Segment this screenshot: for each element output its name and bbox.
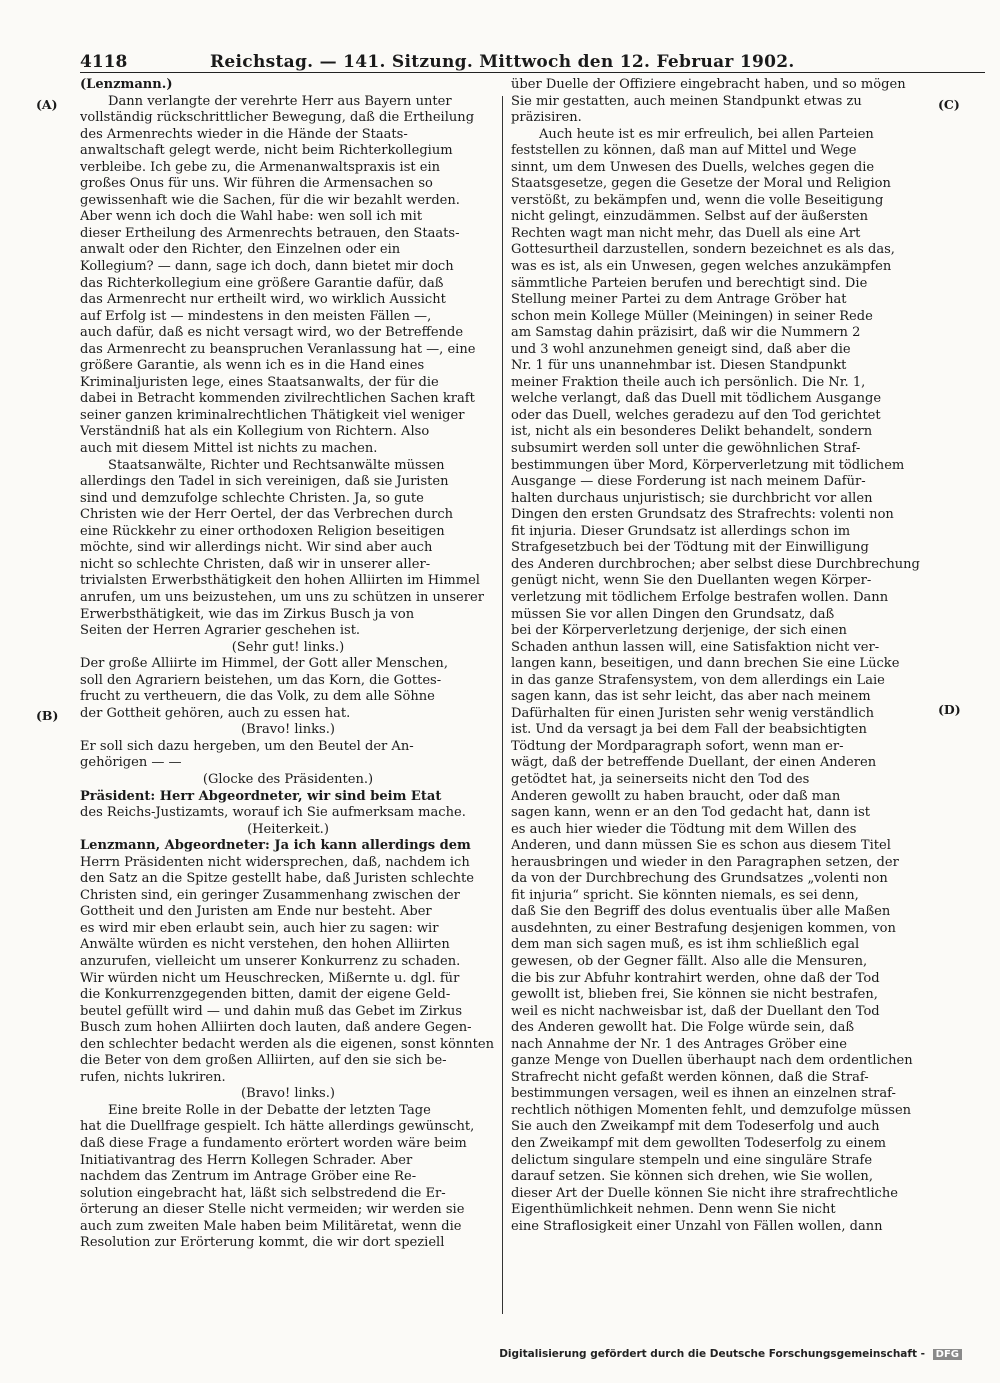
text-line: Anderen gewollt zu haben braucht, oder daß man [511,788,841,804]
text-line: Schaden anthun lassen will, eine Satisfaktion nicht ver- [511,639,880,655]
text-line: dabei in Betracht kommenden zivilrechtlichen Sachen kraft [80,391,475,407]
text-line: ganze Menge von Duellen überhaupt nach dem ordentlichen [511,1053,913,1069]
page-number: 4118 [80,52,128,72]
text-line: Rechten wagt man nicht mehr, das Duell als eine Art [511,225,861,241]
text-line: (Bravo! links.) [241,722,335,738]
text-line: das Richterkollegium eine größere Garantie dafür, daß [80,275,444,291]
column-divider [502,96,503,1314]
text-line: soll den Agrariern beistehen, um das Korn, die Gottes- [80,672,442,688]
text-line: des Anderen gewollt hat. Die Folge würde sein, daß [511,1020,855,1036]
text-line: präzisiren. [511,110,582,126]
text-line: die bis zur Abfuhr kontrahirt werden, ohne daß der Tod [511,970,880,986]
text-line: Strafrecht nicht gefaßt werden können, daß die Straf- [511,1069,869,1085]
text-line: anrufen, um uns beizustehen, um uns zu schützen in unserer [80,589,484,605]
text-line: Kriminaljuristen lege, eines Staatsanwalts, der für die [80,374,439,390]
text-line: Gottheit und den Juristen am Ende nur besteht. Aber [80,904,432,920]
text-line: rufen, nichts lukriren. [80,1069,226,1085]
text-line: verletzung mit tödlichem Erfolge bestrafen wollen. Dann [511,589,889,605]
text-line: des Reichs-Justizamts, worauf ich Sie aufmerksam mache. [80,805,466,821]
text-line: bei der Körperverletzung derjenige, der sich einen [511,623,847,639]
text-line: (Sehr gut! links.) [231,639,345,655]
text-line: müssen Sie vor allen Dingen den Grundsatz, daß [511,606,835,622]
text-line: das Armenrecht zu beanspruchen Veranlassung hat —, eine [80,341,476,357]
dfg-logo: DFG [933,1349,962,1360]
text-line: anwaltschaft gelegt werde, nicht beim Richterkollegium [80,143,453,159]
text-line: daß Sie den Begriff des dolus eventualis über alle Maßen [511,904,891,920]
text-line: möchte, sind wir allerdings nicht. Wir sind aber auch [80,540,433,556]
text-line: Eine breite Rolle in der Debatte der letzten Tage [108,1102,431,1118]
margin-marker-c: (C) [938,97,960,112]
header-rule [80,72,985,73]
text-line: Gottesurtheil darzustellen, sondern bezeichnet es als das, [511,242,895,258]
text-line: Herrn Präsidenten nicht widersprechen, daß, nachdem ich [80,854,470,870]
text-line: dieser Ertheilung des Armenrechts betrauen, den Staats- [80,225,460,241]
text-line: Resolution zur Erörterung kommt, die wir dort speziell [80,1235,445,1251]
text-line: Kollegium? — dann, sage ich doch, dann bietet mir doch [80,259,454,275]
text-line: allerdings den Tadel in sich vereinigen, daß sie Juristen [80,474,449,490]
text-line: örterung an dieser Stelle nicht vermeiden; wir werden sie [80,1202,465,1218]
text-line: sind und demzufolge schlechte Christen. Ja, so gute [80,490,424,506]
text-line: vollständig rückschrittlicher Bewegung, daß die Ertheilung [80,110,475,126]
text-line: sämmtliche Parteien berufen und berechtigt sind. Die [511,275,868,291]
text-line: Tödtung der Mordparagraph sofort, wenn man er- [511,738,844,754]
text-line: ausdehnten, zu einer Bestrafung desjenigen kommen, von [511,920,896,936]
text-line: halten durchaus unjuristisch; sie durchbricht vor allen [511,490,873,506]
text-line: auf Erfolg ist — mindestens in den meisten Fällen —, [80,308,432,324]
text-line: subsumirt werden soll unter die gewöhnlichen Straf- [511,441,861,457]
text-line: größere Garantie, als wenn ich es in die Hand eines [80,358,425,374]
text-line: Strafgesetzbuch bei der Tödtung mit der Einwilligung [511,540,869,556]
text-line: feststellen zu können, daß man auf Mittel und Wege [511,143,857,159]
text-line: Busch zum hohen Alliirten doch lauten, daß andere Gegen- [80,1020,472,1036]
text-line: schon mein Kollege Müller (Meiningen) in seiner Rede [511,308,873,324]
text-line: nicht gelingt, einzudämmen. Selbst auf der äußersten [511,209,869,225]
text-line: Präsident: Herr Abgeordneter, wir sind beim Etat [80,788,442,804]
margin-marker-a: (A) [36,97,58,112]
margin-marker-d: (D) [938,702,961,717]
text-line: Ausgange — diese Forderung ist nach meinem Dafür- [511,474,866,490]
text-line: Sie auch den Zweikampf mit dem Todeserfolg und auch [511,1119,880,1135]
text-line: verstößt, zu bekämpfen und, wenn die volle Beseitigung [511,192,884,208]
text-line: am Samstag dahin präzisirt, daß wir die Nummern 2 [511,325,861,341]
text-line: delictum singulare stempeln und eine singuläre Strafe [511,1152,873,1168]
text-line: wägt, daß der betreffende Duellant, der einen Anderen [511,755,877,771]
text-line: Eigenthümlichkeit nehmen. Denn wenn Sie nicht [511,1202,836,1218]
text-line: gehörigen — — [80,755,182,771]
text-line: dieser Art der Duelle können Sie nicht ihre strafrechtliche [511,1185,898,1201]
text-line: Anwälte würden es nicht verstehen, den hohen Alliirten [80,937,450,953]
text-line: es auch hier wieder die Tödtung mit dem Willen des [511,821,857,837]
text-line: seiner ganzen kriminalrechtlichen Thätigkeit viel weniger [80,407,465,423]
text-line: Seiten der Herren Agrarier geschehen ist. [80,623,361,639]
text-line: gewollt ist, blieben frei, Sie können sie nicht bestrafen, [511,987,878,1003]
text-line: verbleibe. Ich gebe zu, die Armenanwaltspraxis ist ein [80,159,441,175]
text-line: das Armenrecht nur ertheilt wird, wo wirklich Aussicht [80,292,446,308]
text-line: auch dafür, daß es nicht versagt wird, wo der Betreffende [80,325,464,341]
text-line: (Bravo! links.) [241,1086,335,1102]
text-line: Erwerbsthätigkeit, wie das im Zirkus Busch ja von [80,606,415,622]
text-line: den schlechter bedacht werden als die eigenen, sonst könnten [80,1036,494,1052]
text-line: trivialsten Erwerbsthätigkeit den hohen Alliirten im Himmel [80,573,480,589]
text-line: den Zweikampf mit dem gewollten Todeserfolg zu einem [511,1136,887,1151]
text-line: die Konkurrenzgegenden bitten, damit der eigene Geld- [80,987,451,1003]
text-line: Lenzmann, Abgeordneter: Ja ich kann allerdings dem [80,838,471,854]
text-line: des Armenrechts wieder in die Hände der Staats- [80,126,408,142]
text-line: die Beter von dem großen Alliirten, auf den sie sich be- [80,1053,447,1069]
text-line: getödtet hat, ja seinerseits nicht den Tod des [511,771,810,787]
text-line: gewesen, ob der Gegner fällt. Also alle die Mensuren, [511,953,868,969]
text-line: dem man sich sagen muß, es ist ihm schließlich egal [511,937,860,953]
text-line: fit injuria. Dieser Grundsatz ist allerdings schon im [511,523,851,539]
text-line: sinnt, um dem Unwesen des Duells, welches gegen die [511,159,875,175]
text-line: ist. Und da versagt ja bei dem Fall der beabsichtigten [511,722,867,738]
text-line: weil es nicht nachweisbar ist, daß der Duellant den Tod [511,1003,880,1019]
text-line: welche verlangt, daß das Duell mit tödlichem Ausgange [511,391,882,407]
text-line: nachdem das Zentrum im Antrage Gröber eine Re- [80,1169,417,1185]
text-line: nicht so schlechte Christen, daß wir in unserer aller- [80,556,431,572]
text-line: in das ganze Strafensystem, von dem allerdings ein Laie [511,672,885,688]
text-line: genügt nicht, wenn Sie den Duellanten wegen Körper- [511,573,872,589]
text-line: Wir würden nicht um Heuschrecken, Mißernte u. dgl. für [80,970,460,986]
text-line: es wird mir eben erlaubt sein, auch hier zu sagen: wir [80,920,439,936]
text-line: darauf setzen. Sie können sich drehen, wie Sie wollen, [511,1169,873,1185]
text-line: (Glocke des Präsidenten.) [202,771,374,787]
text-line: Stellung meiner Partei zu dem Antrage Gröber hat [511,292,847,308]
text-line: frucht zu vertheuern, die das Volk, zu dem alle Söhne [80,689,435,705]
text-line: anwalt oder den Richter, den Einzelnen oder ein [80,242,401,258]
text-line: Dingen den ersten Grundsatz des Strafrechts: volenti non [511,507,894,523]
text-line: über Duelle der Offiziere eingebracht haben, und so mögen [511,77,906,92]
text-line: sagen kann, das ist sehr leicht, das aber nach meinem [511,689,871,705]
text-line: oder das Duell, welches geradezu auf den Tod gerichtet [511,407,881,423]
text-line: Verständniß hat als ein Kollegium von Richtern. Also [80,424,430,440]
text-line: auch zum zweiten Male haben beim Militäretat, wenn die [80,1218,462,1234]
text-line: und 3 wohl anzunehmen geneigt sind, daß aber die [511,341,851,357]
text-line: rechtlich nöthigen Momenten fehlt, und demzufolge müssen [511,1102,912,1118]
text-line: beutel gefüllt wird — und dahin muß das Gebet im Zirkus [80,1003,463,1019]
footer-credit [499,1348,962,1360]
text-line: Dafürhalten für einen Juristen sehr wenig verständlich [511,705,875,721]
text-line: Nr. 1 für uns unannehmbar ist. Diesen Standpunkt [511,358,847,374]
text-line: den Satz an die Spitze gestellt habe, daß Juristen schlechte [80,871,475,887]
text-line: ist, nicht als ein besonderes Delikt behandelt, sondern [511,424,873,440]
text-line: Sie mir gestatten, auch meinen Standpunkt etwas zu [511,93,862,109]
text-line: solution eingebracht hat, läßt sich selbstredend die Er- [80,1185,446,1201]
text-line: Er soll sich dazu hergeben, um den Beutel der An- [80,738,414,754]
running-title: Reichstag. — 141. Sitzung. Mittwoch den 12. Februar 1902. [210,52,795,72]
text-line: bestimmungen über Mord, Körperverletzung mit tödlichem [511,457,905,473]
text-line: Initiativantrag des Herrn Kollegen Schrader. Aber [80,1152,413,1168]
text-line: Anderen, und dann müssen Sie es schon aus diesem Titel [511,838,891,854]
left-text-column [80,77,496,1252]
text-line: Auch heute ist es mir erfreulich, bei allen Parteien [539,126,874,142]
text-line: eine Straflosigkeit einer Unzahl von Fällen wollen, dann [511,1218,883,1234]
text-line: nach Annahme der Nr. 1 des Antrages Gröber eine [511,1036,848,1052]
text-line: Staatsanwälte, Richter und Rechtsanwälte müssen [108,457,445,473]
right-text-column [511,77,927,1235]
text-line: anzurufen, vielleicht um unserer Konkurrenz zu schaden. [80,953,461,969]
margin-marker-b: (B) [36,708,59,723]
text-line: langen kann, beseitigen, und dann brechen Sie eine Lücke [511,656,900,672]
text-line: Aber wenn ich doch die Wahl habe: wen soll ich mit [80,209,423,225]
text-line: Christen wie der Herr Oertel, der das Verbrechen durch [80,507,454,523]
text-line: gewissenhaft wie die Sachen, für die wir bezahlt werden. [80,192,460,208]
text-line: bestimmungen versagen, weil es ihnen an einzelnen straf- [511,1086,896,1102]
text-line: Staatsgesetze, gegen die Gesetze der Moral und Religion [511,176,891,192]
text-line: des Anderen durchbrochen; aber selbst diese Durchbrechung [511,556,920,572]
text-line: Dann verlangte der verehrte Herr aus Bayern unter [108,93,452,109]
text-line: Christen sind, ein geringer Zusammenhang zwischen der [80,887,460,903]
footer-credit-text: Digitalisierung gefördert durch die Deutsche Forschungsgemeinschaft - [499,1348,925,1360]
text-line: meiner Fraktion theile auch ich persönlich. Die Nr. 1, [511,374,866,390]
text-line: auch mit diesem Mittel ist nichts zu machen. [80,441,378,457]
text-line: daß diese Frage a fundamento erörtert worden wäre beim [80,1136,467,1151]
text-line: was es ist, als ein Unwesen, gegen welches anzukämpfen [511,259,892,275]
text-line: da von der Durchbrechung des Grundsatzes „volenti non [511,871,888,887]
text-line: Der große Alliirte im Himmel, der Gott aller Menschen, [80,656,448,672]
text-line: (Lenzmann.) [80,77,173,92]
text-line: fit injuria“ spricht. Sie könnten niemals, es sei denn, [511,887,859,903]
text-line: hat die Duellfrage gespielt. Ich hätte allerdings gewünscht, [80,1119,475,1135]
text-line: sagen kann, wenn er an den Tod gedacht hat, dann ist [511,805,871,821]
text-line: herausbringen und wieder in den Paragraphen setzen, der [511,854,899,870]
text-line: der Gottheit gehören, auch zu essen hat. [80,705,351,721]
text-line: eine Rückkehr zu einer orthodoxen Religion beseitigen [80,523,445,539]
text-line: großes Onus für uns. Wir führen die Armensachen so [80,176,433,192]
text-line: (Heiterkeit.) [247,821,329,837]
page-header [80,50,985,74]
